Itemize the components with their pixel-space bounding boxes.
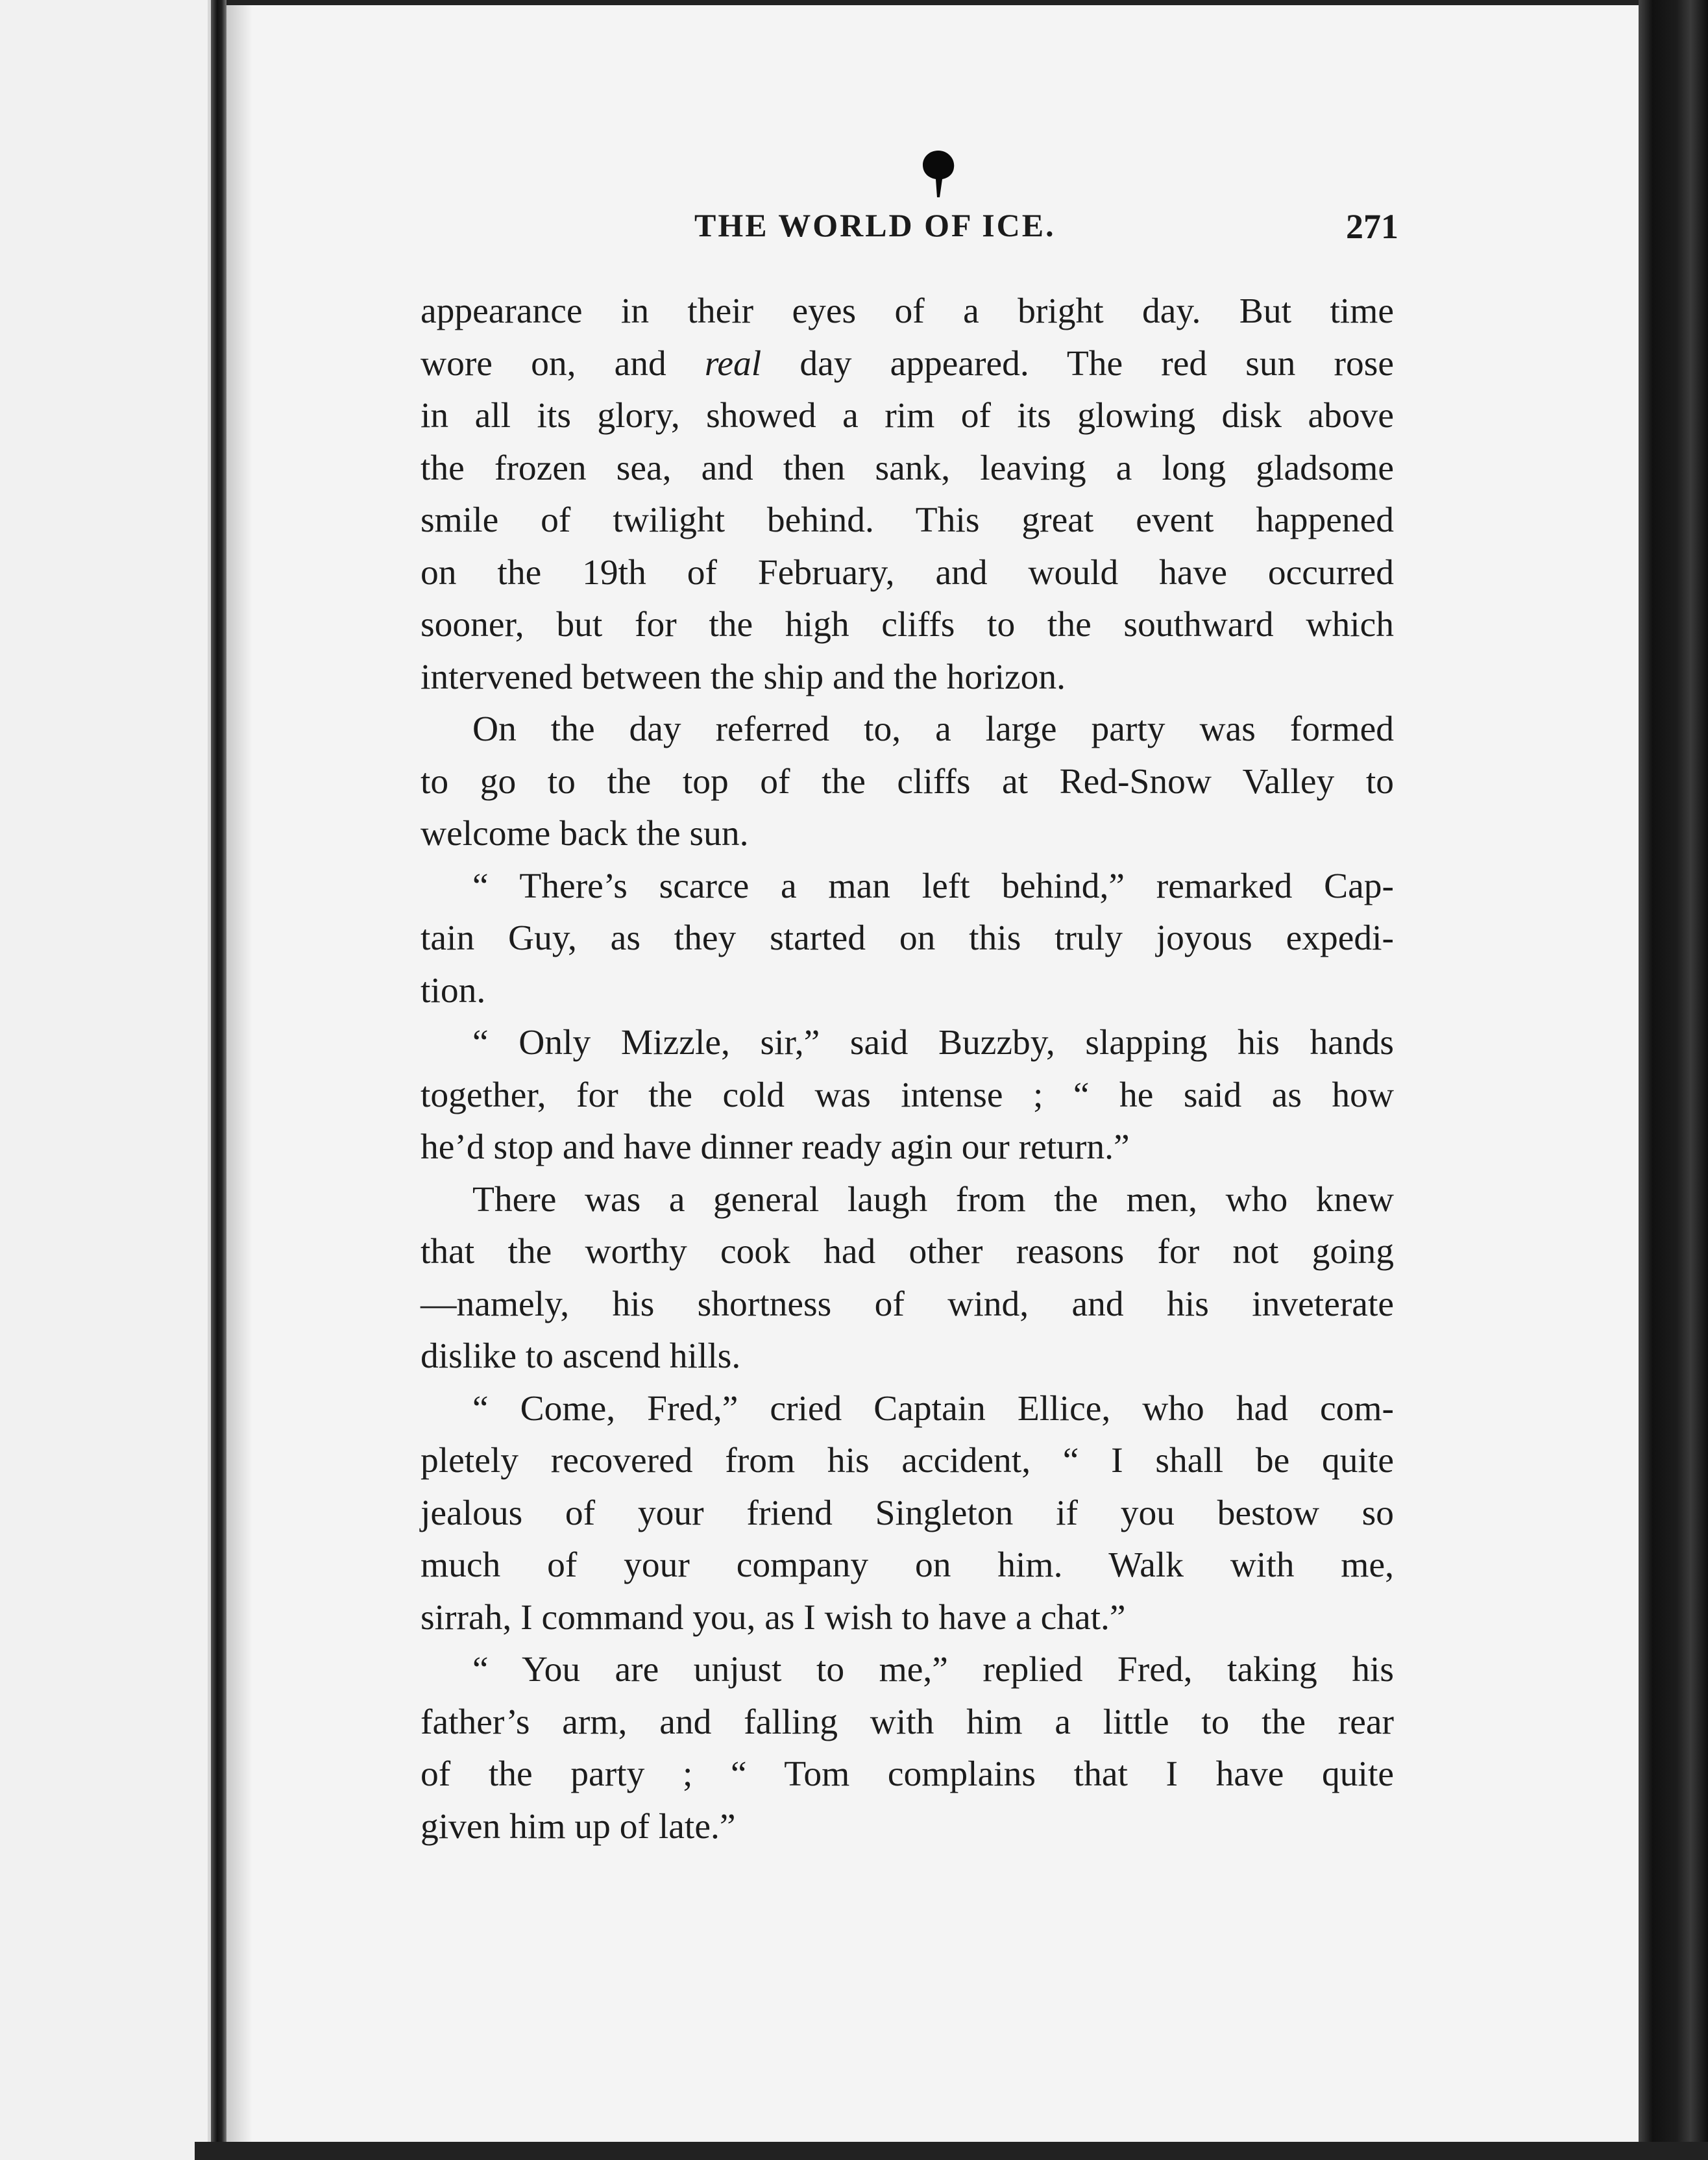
book-gutter (211, 0, 226, 2160)
text-line: on the 19th of February, and would have occurred (421, 552, 1394, 593)
text-line: “ Come, Fred,” cried Captain Ellice, who had com- (472, 1388, 1394, 1429)
text-line: in all its glory, showed a rim of its glowing disk above (421, 396, 1394, 436)
text-line: “ You are unjust to me,” replied Fred, taking his (472, 1650, 1394, 1689)
text-line: smile of twilight behind. This great event happened (421, 500, 1394, 540)
text-line: pletely recovered from his accident, “ I shall be quite (421, 1441, 1394, 1480)
text-line: jealous of your friend Singleton if you bestow so (421, 1493, 1394, 1533)
text-line: together, for the cold was intense ; “ he said as how (421, 1075, 1394, 1115)
text-line: On the day referred to, a large party was formed (472, 709, 1394, 749)
text-line: appearance in their eyes of a bright day. But time (421, 291, 1394, 331)
text-line: father’s arm, and falling with him a little to the rear (421, 1702, 1394, 1742)
text-line: sirrah, I command you, as I wish to have a chat.” (421, 1597, 1126, 1638)
text-line: —namely, his shortness of wind, and his inveterate (421, 1284, 1394, 1324)
text-line: sooner, but for the high cliffs to the southward which (421, 605, 1394, 644)
text-line: given him up of late.” (421, 1806, 736, 1847)
text-line: There was a general laugh from the men, who knew (472, 1179, 1394, 1220)
text-line: wore on, and real day appeared. The red sun rose (421, 343, 1394, 384)
page-number: 271 (1346, 207, 1398, 246)
text-line: “ Only Mizzle, sir,” said Buzzby, slapping his hands (472, 1023, 1394, 1062)
running-title: THE WORLD OF ICE. (694, 207, 1056, 243)
text-line: intervened between the ship and the horizon. (421, 657, 1066, 697)
text-line: much of your company on him. Walk with me, (421, 1545, 1394, 1585)
text-line: the frozen sea, and then sank, leaving a long gladsome (421, 448, 1394, 488)
text-line: of the party ; “ Tom complains that I have quite (421, 1754, 1394, 1794)
text-line: tain Guy, as they started on this truly joyous expedi- (421, 918, 1394, 958)
running-head (415, 206, 1398, 258)
ink-blot-ornament (920, 148, 957, 199)
text-line: that the worthy cook had other reasons for not going (421, 1232, 1394, 1271)
text-line: dislike to ascend hills. (421, 1336, 741, 1376)
text-line: tion. (421, 970, 486, 1011)
scan-top-border (226, 0, 1639, 5)
text-line: “ There’s scarce a man left behind,” remarked Cap- (472, 866, 1394, 906)
page-body-text (421, 286, 1394, 1853)
gutter-shadow (226, 0, 252, 2160)
text-line: welcome back the sun. (421, 814, 749, 853)
emphasized-word: real (704, 343, 762, 384)
scan-bottom-border (195, 2142, 1708, 2160)
text-line: he’d stop and have dinner ready agin our return.” (421, 1127, 1130, 1167)
text-line: to go to the top of the cliffs at Red-Snow Valley to (421, 761, 1394, 802)
page-edge-stack (1639, 0, 1708, 2160)
left-facing-page (0, 0, 208, 2160)
